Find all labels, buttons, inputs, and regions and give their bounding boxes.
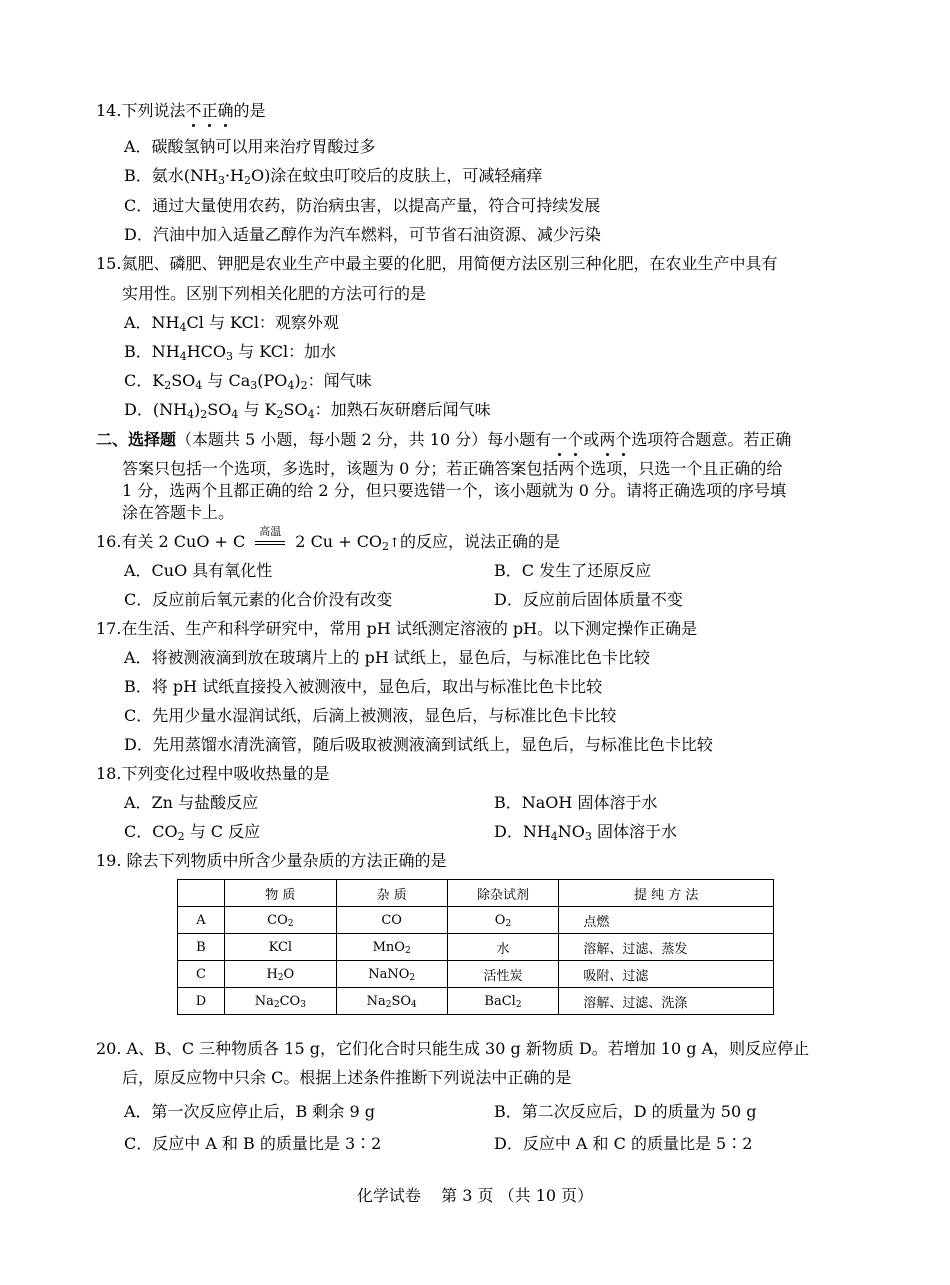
table-row <box>178 988 774 1015</box>
text: ·H <box>224 166 245 185</box>
impurity-cell <box>336 934 447 961</box>
subscript: 4 <box>307 408 315 421</box>
q15-stem-line2: 实用性。区别下列相关化肥的方法可行的是 <box>122 284 427 303</box>
text: 与 C 反应 <box>184 822 261 841</box>
text: SO <box>207 400 232 419</box>
emphasis-char: 两 <box>599 430 616 449</box>
table-header <box>178 880 225 907</box>
table-row <box>178 934 774 961</box>
q19-stem: 19. 除去下列物质中所含少量杂质的方法正确的是 <box>96 851 447 870</box>
text: ：闻气味 <box>307 371 372 390</box>
text: Cl 与 KCl：观察外观 <box>186 313 339 332</box>
q17-option-b: B．将 pH 试纸直接投入被测液中，显色后，取出与标准比色卡比较 <box>124 677 603 696</box>
substance-cell <box>224 988 336 1015</box>
table-header: 杂 质 <box>336 880 447 907</box>
emphasis-char: 个 <box>567 430 584 449</box>
text: NaNO <box>368 966 410 982</box>
text: （本题共 5 小题，每小题 2 分，共 10 分）每小题有 <box>176 430 552 449</box>
table-header-row <box>178 880 774 907</box>
emphasis-char: 个 <box>615 430 632 449</box>
q18-option-b: B．NaOH 固体溶于水 <box>494 793 658 812</box>
condition-label: 高温 <box>259 525 282 538</box>
text: NO <box>557 822 585 841</box>
text: (PO <box>257 371 288 390</box>
table-row <box>178 907 774 934</box>
q20-option-a: A．第一次反应停止后，B 剩余 9 g <box>124 1102 375 1121</box>
subscript: 2 <box>515 999 522 1010</box>
text: D．NH <box>494 822 551 841</box>
q16-option-a: A．CuO 具有氧化性 <box>124 561 273 580</box>
gas-arrow-icon: ↑ <box>389 536 400 551</box>
text: O)涂在蚊虫叮咬后的皮肤上，可减轻痛痒 <box>251 166 543 185</box>
text: C．CO <box>124 822 178 841</box>
substance-cell <box>224 961 336 988</box>
q14-option-b <box>124 166 542 186</box>
subscript: 4 <box>287 379 295 392</box>
reaction-condition <box>249 525 291 552</box>
section2-line2: 答案只包括一个选项，多选时，该题为 0 分；若正确答案包括两个选项，只选一个且正确的给 <box>122 459 783 478</box>
subscript: 2 <box>276 408 284 421</box>
subscript: 4 <box>550 830 558 843</box>
q16-stem <box>96 525 560 554</box>
impurity-cell <box>336 988 447 1015</box>
subscript: 2 <box>382 540 390 553</box>
text: HCO <box>186 342 227 361</box>
row-label: C <box>178 961 225 988</box>
method-cell: 溶解、过滤、蒸发 <box>559 934 774 961</box>
text: 与 K <box>238 400 277 419</box>
q17-stem: 17.在生活、生产和科学研究中，常用 pH 试纸测定溶液的 pH。以下测定操作正确是 <box>96 619 698 638</box>
subscript: 3 <box>584 830 592 843</box>
q20-stem-line1: 20. A、B、C 三种物质各 15 g，它们化合时只能生成 30 g 新物质 D。若增加 10 g A，则反应停止 <box>96 1039 810 1058</box>
text: SO <box>171 371 196 390</box>
text: A．NH <box>124 313 180 332</box>
q18-stem: 18.下列变化过程中吸收热量的是 <box>96 764 330 783</box>
equals-bar <box>255 544 285 545</box>
q14-stem-text: 14.下列说法 <box>96 101 186 120</box>
text: O <box>494 912 506 928</box>
reagent-cell <box>447 988 559 1015</box>
q18-option-a: A．Zn 与盐酸反应 <box>124 793 259 812</box>
text: ：加熟石灰研磨后闻气味 <box>314 400 491 419</box>
text: ) <box>294 371 301 390</box>
text: 与 Ca <box>202 371 251 390</box>
page-footer: 化学试卷 第 3 页 （共 10 页） <box>356 1186 594 1205</box>
emphasis-char: 不 <box>185 101 202 120</box>
table-header: 除杂试剂 <box>447 880 559 907</box>
subscript: 2 <box>244 174 252 187</box>
subscript: 2 <box>385 999 392 1010</box>
subscript: 4 <box>187 408 195 421</box>
text: 的反应，说法正确的是 <box>399 532 560 551</box>
text: CO <box>279 993 301 1009</box>
method-cell: 溶解、过滤、洗涤 <box>559 988 774 1015</box>
q15-option-c <box>124 371 372 391</box>
text: BaCl <box>484 993 516 1009</box>
impurity-cell: CO <box>336 907 447 934</box>
subscript: 3 <box>250 379 258 392</box>
text: C．K <box>124 371 165 390</box>
section2-line3: 1 分，选两个且都正确的给 2 分，但只要选错一个，该小题就为 0 分。请将正确选项的序号填 <box>122 481 786 500</box>
method-cell: 点燃 <box>559 907 774 934</box>
text: O <box>283 966 295 982</box>
q20-option-d: D．反应中 A 和 C 的质量比是 5∶2 <box>494 1134 753 1153</box>
subscript: 4 <box>179 350 187 363</box>
text: ) <box>194 400 201 419</box>
q17-option-d: D．先用蒸馏水清洗滴管，随后吸取被测液滴到试纸上，显色后，与标准比色卡比较 <box>124 735 713 754</box>
reagent-cell: 活性炭 <box>447 961 559 988</box>
subscript: 2 <box>277 972 284 983</box>
q18-option-d <box>494 822 677 842</box>
equals-bar <box>255 541 285 542</box>
subscript: 2 <box>200 408 208 421</box>
q20-option-b: B．第二次反应后，D 的质量为 50 g <box>494 1102 757 1121</box>
q15-option-d <box>124 400 491 420</box>
emphasis-char: 确 <box>217 101 234 120</box>
section-title: 二、选择题 <box>96 430 177 449</box>
text: 与 KCl：加水 <box>233 342 337 361</box>
q15-option-a <box>124 313 339 333</box>
q18-option-c <box>124 822 260 842</box>
q20-stem-line2: 后，原反应物中只余 C。根据上述条件推断下列说法中正确的是 <box>122 1068 572 1087</box>
q16-option-b: B．C 发生了还原反应 <box>494 561 652 580</box>
section2-line1 <box>96 430 791 450</box>
emphasis-char: 一 <box>551 430 568 449</box>
text: CO <box>267 912 288 928</box>
subscript: 4 <box>231 408 239 421</box>
row-label: B <box>178 934 225 961</box>
emphasis-char: 正 <box>201 101 218 120</box>
subscript: 4 <box>411 999 417 1010</box>
impurity-cell <box>336 961 447 988</box>
subscript: 2 <box>505 918 512 929</box>
q16-option-d: D．反应前后固体质量不变 <box>494 590 683 609</box>
text: 或 <box>583 430 600 449</box>
q14-option-c: C．通过大量使用农药，防治病虫害，以提高产量，符合可持续发展 <box>124 196 601 215</box>
text: Na <box>366 993 386 1009</box>
text: 选项符合题意。若正确 <box>631 430 792 449</box>
text: B．NH <box>124 342 180 361</box>
q17-option-c: C．先用少量水湿润试纸，后滴上被测液，显色后，与标准比色卡比较 <box>124 706 617 725</box>
q14-stem-text: 的是 <box>233 101 266 120</box>
reagent-cell: 水 <box>447 934 559 961</box>
subscript: 3 <box>217 174 225 187</box>
q16-option-c: C．反应前后氧元素的化合价没有改变 <box>124 590 393 609</box>
subscript: 2 <box>300 379 308 392</box>
substance-cell: KCl <box>224 934 336 961</box>
text: MnO <box>372 939 405 955</box>
table-header: 物 质 <box>224 880 336 907</box>
q17-option-a: A．将被测液滴到放在玻璃片上的 pH 试纸上，显色后，与标准比色卡比较 <box>124 648 650 667</box>
substance-cell <box>224 907 336 934</box>
q14-option-a: A．碳酸氢钠可以用来治疗胃酸过多 <box>124 137 376 156</box>
subscript: 4 <box>195 379 203 392</box>
q14-stem <box>96 101 266 121</box>
subscript: 4 <box>179 321 187 334</box>
subscript: 2 <box>164 379 172 392</box>
q15-stem-line1: 15.氮肥、磷肥、钾肥是农业生产中最主要的化肥，用简便方法区别三种化肥，在农业生产中具有 <box>96 254 778 273</box>
subscript: 3 <box>226 350 234 363</box>
method-cell: 吸附、过滤 <box>559 961 774 988</box>
subscript: 3 <box>300 999 306 1010</box>
row-label: D <box>178 988 225 1015</box>
text: B．氨水(NH <box>124 166 218 185</box>
text: 2 Cu + CO <box>295 532 383 551</box>
subscript: 2 <box>287 918 294 929</box>
subscript: 2 <box>273 999 280 1010</box>
row-label: A <box>178 907 225 934</box>
text: Na <box>254 993 274 1009</box>
section2-line4: 涂在答题卡上。 <box>122 503 235 522</box>
q20-option-c: C．反应中 A 和 B 的质量比是 3∶2 <box>124 1134 382 1153</box>
subscript: 2 <box>409 972 416 983</box>
q14-option-d: D．汽油中加入适量乙醇作为汽车燃料，可节省石油资源、减少污染 <box>124 225 601 244</box>
purification-table <box>177 879 774 1015</box>
text: SO <box>283 400 308 419</box>
text: D．(NH <box>124 400 188 419</box>
subscript: 2 <box>177 830 185 843</box>
reagent-cell <box>447 907 559 934</box>
q15-option-b <box>124 342 336 362</box>
text: H <box>266 966 278 982</box>
subscript: 2 <box>404 945 411 956</box>
table-header: 提 纯 方 法 <box>559 880 774 907</box>
text: 16.有关 2 CuO + C <box>96 532 246 551</box>
text: SO <box>391 993 412 1009</box>
table-row <box>178 961 774 988</box>
text: 固体溶于水 <box>591 822 678 841</box>
